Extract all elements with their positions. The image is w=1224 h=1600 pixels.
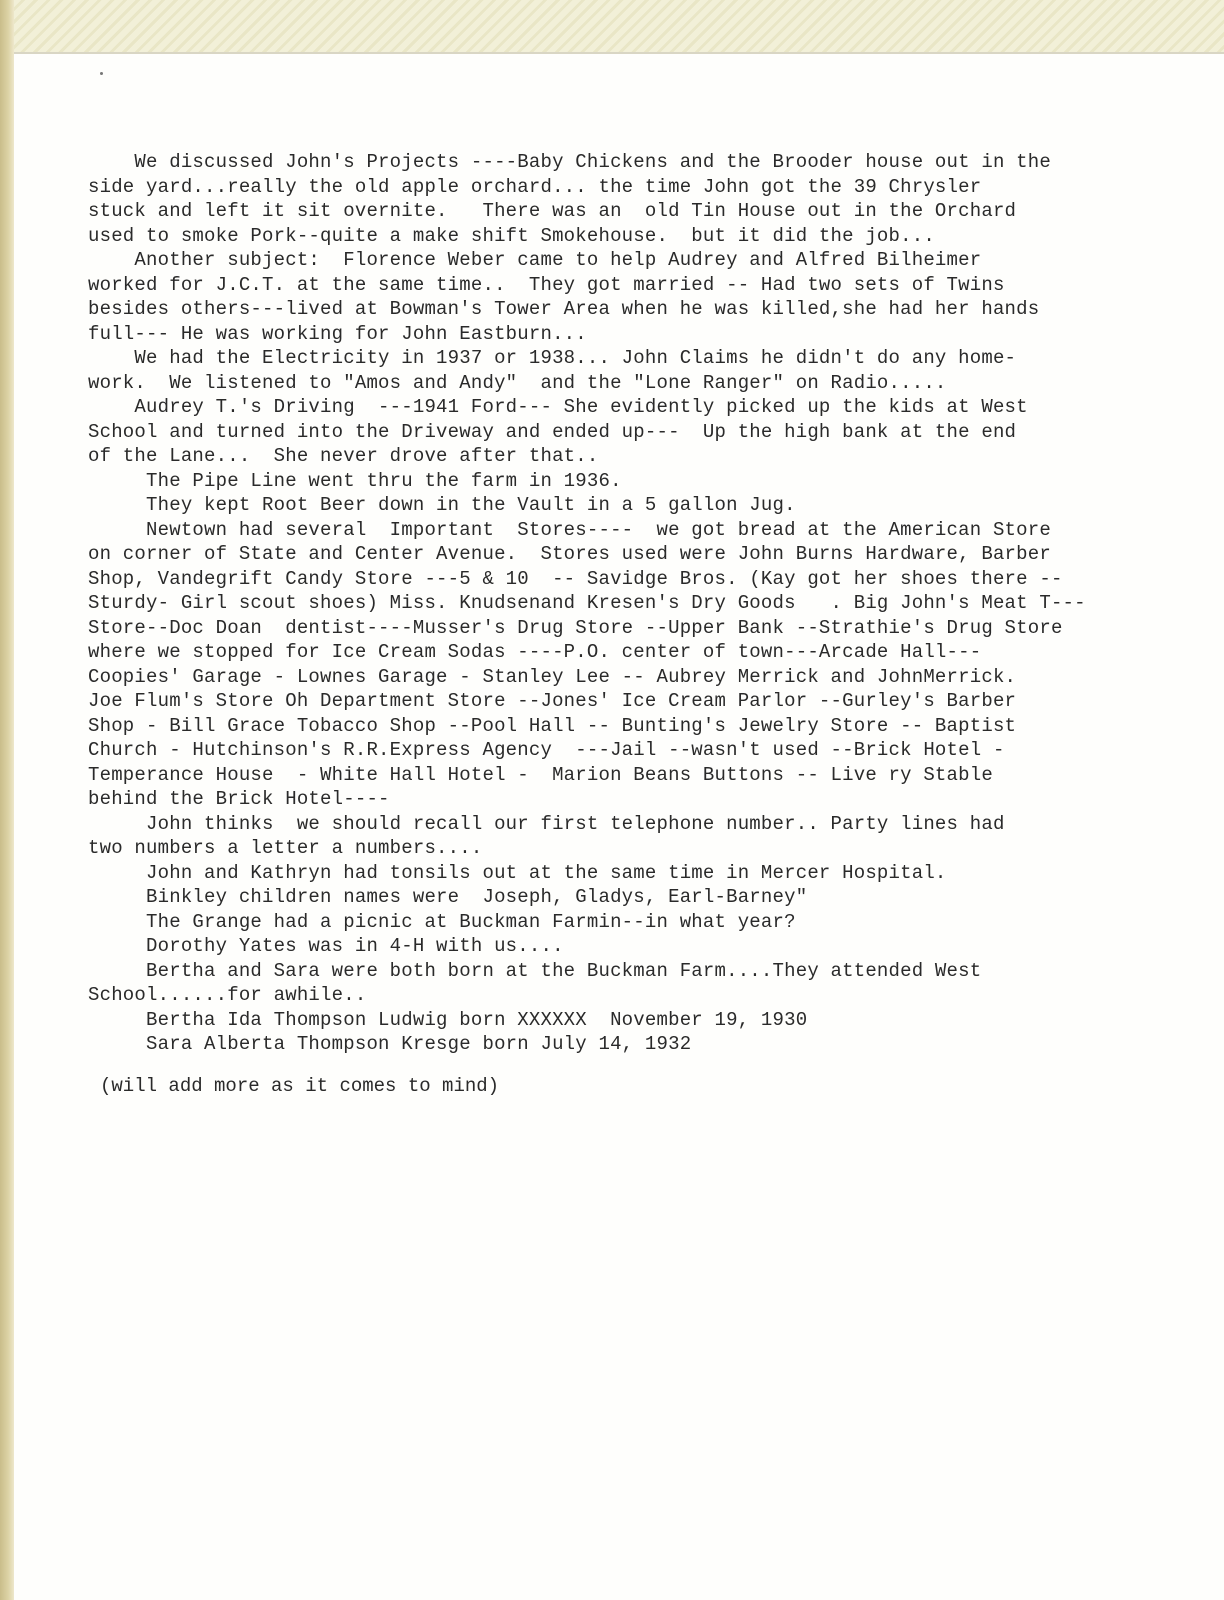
text-line: John thinks we should recall our first telephone number.. Party lines had <box>88 812 1005 835</box>
text-line: on corner of State and Center Avenue. Stores used were John Burns Hardware, Barber <box>88 543 1051 565</box>
text-line: stuck and left it sit overnite. There was an old Tin House out in the Orchard <box>88 200 1017 222</box>
text-line: full--- He was working for John Eastburn... <box>88 322 587 345</box>
text-line: School......for awhile.. <box>88 984 367 1006</box>
text-line: worked for J.C.T. at the same time.. They got married -- Had two sets of Twins <box>88 273 1005 296</box>
text-line: used to smoke Pork--quite a make shift Smokehouse. but it did the job... <box>88 224 935 247</box>
text-line: Sturdy- Girl scout shoes) Miss. Knudsenand Kresen's Dry Goods . Big John's Meat T--- <box>88 592 1086 614</box>
text-line: of the Lane... She never drove after that.. <box>88 445 599 467</box>
closing-note: (will add more as it comes to mind) <box>100 1075 500 1097</box>
text-line: We discussed John's Projects ----Baby Chickens and the Brooder house out in the <box>88 151 1051 173</box>
text-line: Audrey T.'s Driving ---1941 Ford--- She evidently picked up the kids at West <box>88 396 1028 418</box>
text-line: Church - Hutchinson's R.R.Express Agency ---Jail --wasn't used --Brick Hotel - <box>88 739 1005 761</box>
paper-speck <box>100 72 103 75</box>
text-line: Temperance House - White Hall Hotel - Marion Beans Buttons -- Live ry Stable <box>88 763 993 786</box>
text-line: besides others---lived at Bowman's Tower Area when he was killed,she had her hands <box>88 298 1040 320</box>
text-line: Bertha and Sara were both born at the Buckman Farm....They attended West <box>88 959 982 982</box>
text-line: Another subject: Florence Weber came to help Audrey and Alfred Bilheimer <box>88 249 982 271</box>
text-line: Shop, Vandegrift Candy Store ---5 & 10 -- Savidge Bros. (Kay got her shoes there -- <box>88 567 1063 590</box>
text-line: Shop - Bill Grace Tobacco Shop --Pool Hall -- Bunting's Jewelry Store -- Baptist <box>88 714 1017 737</box>
text-line: Binkley children names were Joseph, Gladys, Earl-Barney" <box>88 886 808 908</box>
text-line: where we stopped for Ice Cream Sodas ----P.O. center of town---Arcade Hall--- <box>88 641 982 663</box>
text-line: They kept Root Beer down in the Vault in a 5 gallon Jug. <box>88 494 796 516</box>
text-line: Joe Flum's Store Oh Department Store --Jones' Ice Cream Parlor --Gurley's Barber <box>88 690 1017 712</box>
text-line: The Pipe Line went thru the farm in 1936. <box>88 469 622 492</box>
text-line: School and turned into the Driveway and ended up--- Up the high bank at the end <box>88 420 1017 443</box>
text-line: John and Kathryn had tonsils out at the same time in Mercer Hospital. <box>88 861 947 884</box>
text-line: Bertha Ida Thompson Ludwig born XXXXXX November 19, 1930 <box>88 1008 808 1031</box>
text-line: Dorothy Yates was in 4-H with us.... <box>88 935 564 957</box>
scan-border-left <box>0 0 14 1600</box>
text-line: two numbers a letter a numbers.... <box>88 837 483 859</box>
text-line: Sara Alberta Thompson Kresge born July 14, 1932 <box>88 1033 692 1055</box>
text-line: We had the Electricity in 1937 or 1938... John Claims he didn't do any home- <box>88 347 1017 369</box>
text-line: behind the Brick Hotel---- <box>88 788 390 810</box>
text-line: The Grange had a picnic at Buckman Farmin--in what year? <box>88 910 796 933</box>
text-line: Store--Doc Doan dentist----Musser's Drug Store --Upper Bank --Strathie's Drug Store <box>88 616 1063 639</box>
scan-border-top <box>0 0 1224 52</box>
text-line: Newtown had several Important Stores---- we got bread at the American Store <box>88 518 1051 541</box>
typewritten-body <box>88 150 1118 1057</box>
text-line: Coopies' Garage - Lownes Garage - Stanley Lee -- Aubrey Merrick and JohnMerrick. <box>88 665 1017 688</box>
text-line: side yard...really the old apple orchard... the time John got the 39 Chrysler <box>88 175 982 198</box>
text-line: work. We listened to "Amos and Andy" and the "Lone Ranger" on Radio..... <box>88 371 947 394</box>
